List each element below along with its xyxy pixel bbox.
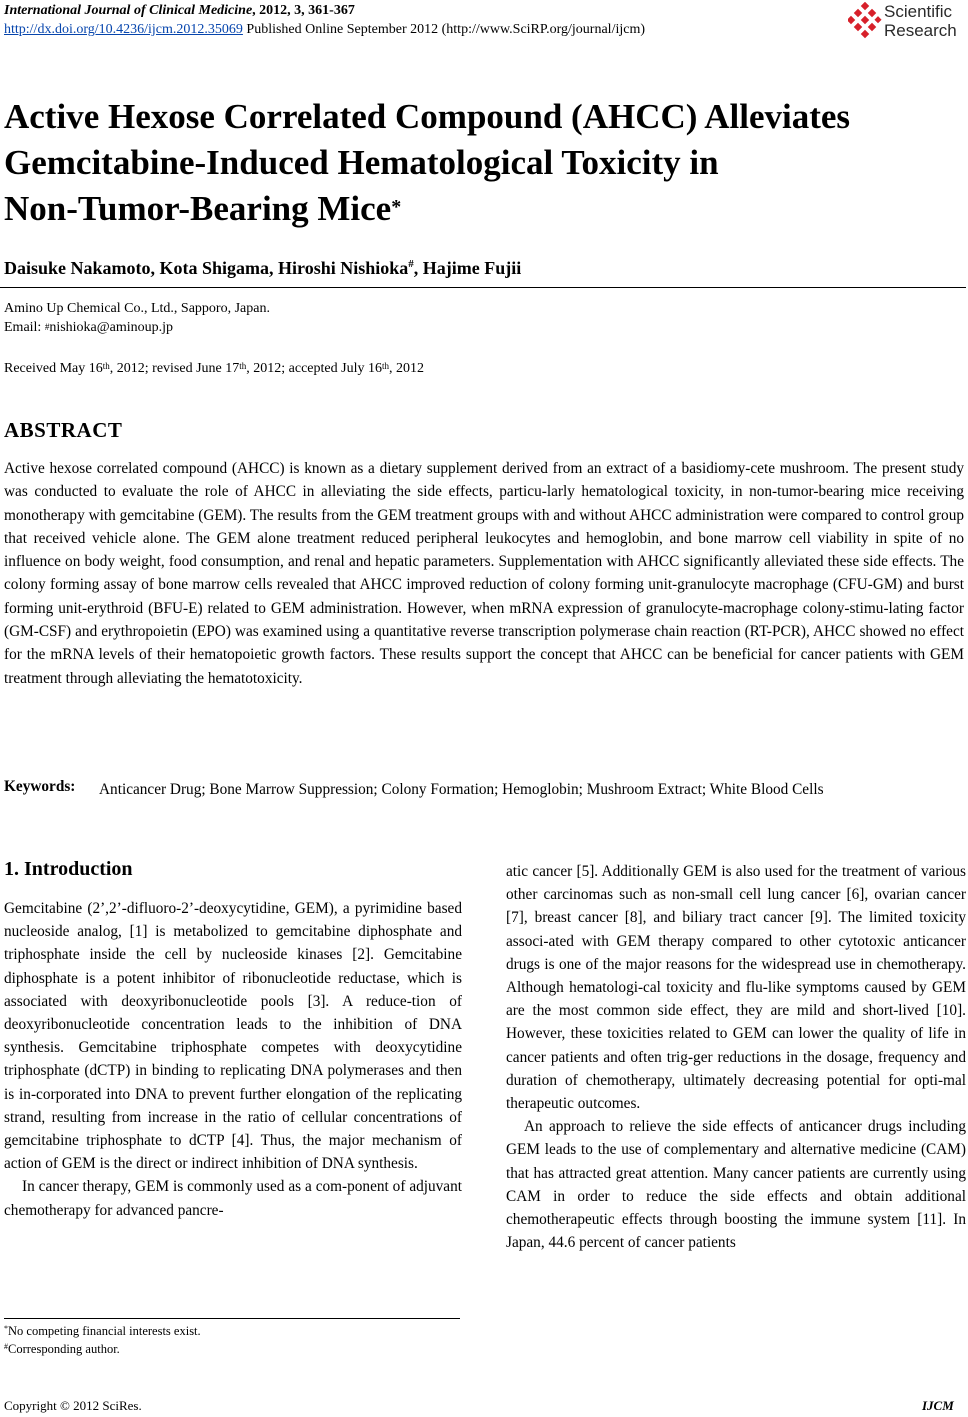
doi-link[interactable]: http://dx.doi.org/10.4236/ijcm.2012.35069 — [4, 22, 243, 37]
body-column-left — [4, 897, 462, 1222]
footnote-mark: # — [4, 1342, 8, 1351]
logo-line-1: Scientific — [884, 2, 953, 21]
email-address: nishioka@aminoup.jp — [49, 320, 174, 335]
corresponding-mark: # — [408, 258, 414, 270]
paragraph: Gemcitabine (2’,2’-difluoro-2’-deoxycytidine, GEM), a pyrimidine based nucleoside analog, [1] is metabolized to gemcitabine diphosphate and triphosphate inside the cell by nucleoside kinases [2]. Gemcitabine diphosphate is a potent inhibitor of ribonucleotide reductase, which is associated with deoxyribonucleotide pools [3]. A reduce-tion of deoxyribonucleotide concentration leads to the inhibition of DNA synthesis. Gemcitabine triphosphate competes with deoxycytidine triphosphate (dCTP) in binding to replicating DNA polymerases and then is in-corporated into DNA to prevent further elongation of the replicating strand, resulting from increase in the ratio of cellular concentrations of gemcitabine triphosphate to dCTP [4]. Thus, the major mechanism of action of GEM is the direct or indirect inhibition of DNA synthesis. — [4, 900, 462, 1173]
authors-part-1: Daisuke Nakamoto, Kota Shigama, Hiroshi Nishioka — [4, 258, 409, 278]
body-column-right — [506, 860, 966, 1254]
ordinal-suffix: th — [381, 361, 389, 371]
title-line-2: Gemcitabine-Induced Hematological Toxicity in — [4, 143, 719, 182]
ordinal-suffix: th — [102, 361, 110, 371]
affiliation — [4, 299, 270, 337]
affiliation-org: Amino Up Chemical Co., Ltd., Sapporo, Japan. — [4, 301, 270, 316]
paragraph: In cancer therapy, GEM is commonly used as a com-ponent of adjuvant chemotherapy for advanced pancre- — [4, 1178, 462, 1219]
keywords-text: Anticancer Drug; Bone Marrow Suppression; Colony Formation; Hemoglobin; Mushroom Extract; White Blood Cells — [99, 781, 824, 798]
footnote-corresponding — [4, 1342, 120, 1357]
ordinal-suffix: th — [239, 361, 247, 371]
affiliation-email — [4, 318, 270, 337]
authors-part-2: , Hajime Fujii — [413, 258, 522, 278]
section-heading-introduction: 1. Introduction — [4, 858, 133, 880]
paragraph: atic cancer [5]. Additionally GEM is also used for the treatment of various other carcinomas such as non-small cell lung cancer [6], ovarian cancer [7], breast cancer [8], and biliary tract cancer [9]. The limited toxicity associ-ated with GEM therapy compared to other cytotoxic anticancer drugs is one of the major reasons for the widespread use in chemotherapy. Although hematologi-cal toxicity and flu-like symptoms caused by GEM are the most common side effect, they are mild and short-lived [10]. However, these toxicities related to GEM can lower the quality of life in cancer patients and often trig-ger reductions in the dosage, frequency and duration of chemotherapy, ultimately decreasing potential for opti-mal therapeutic outcomes. — [506, 863, 966, 1113]
publisher-logo-text — [884, 2, 957, 40]
article-title — [4, 94, 964, 232]
footnote-mark: * — [4, 1324, 8, 1333]
keywords-label: Keywords: — [4, 778, 76, 795]
title-line-1: Active Hexose Correlated Compound (AHCC) Alleviates — [4, 97, 851, 136]
footnote-text: Corresponding author. — [8, 1342, 120, 1356]
published-online: Published Online September 2012 (http://www.SciRP.org/journal/ijcm) — [242, 22, 646, 37]
footnote-text: No competing financial interests exist. — [8, 1324, 201, 1338]
received-date: Received May 16 — [4, 361, 103, 376]
title-footnote-mark: * — [391, 196, 402, 218]
publisher-logo-icon — [848, 2, 882, 40]
author-divider — [0, 287, 966, 288]
received-dates — [4, 361, 424, 377]
journal-volume: , 2012, 3, 361-367 — [252, 3, 355, 18]
accepted-date: , 2012; accepted July 16 — [246, 361, 382, 376]
revised-date: , 2012; revised June 17 — [109, 361, 240, 376]
abstract-heading: ABSTRACT — [4, 418, 123, 442]
paragraph: An approach to relieve the side effects of anticancer drugs including GEM leads to the use of complementary and alternative medicine (CAM) that has attracted great attention. Many cancer patients are currently using CAM in order to reduce the side effects and obtain additional chemotherapeutic effects through boosting the immune system [11]. In Japan, 44.6 percent of cancer patients — [506, 1118, 966, 1252]
author-list — [4, 258, 521, 279]
journal-name: International Journal of Clinical Medicine — [4, 3, 253, 18]
doi-line — [4, 22, 645, 38]
year: , 2012 — [388, 361, 424, 376]
footnote-divider — [4, 1318, 460, 1319]
title-line-3 — [4, 186, 964, 232]
email-label: Email: — [4, 320, 45, 335]
title-line-3-text: Non-Tumor-Bearing Mice — [4, 189, 392, 228]
footnote-competing-interests — [4, 1324, 201, 1339]
email-mark: # — [44, 322, 50, 332]
publisher-logo — [848, 2, 966, 42]
journal-abbreviation: IJCM — [922, 1398, 954, 1413]
journal-citation — [4, 3, 355, 19]
logo-line-2: Research — [884, 21, 957, 40]
copyright: Copyright © 2012 SciRes. — [4, 1398, 142, 1413]
abstract-text: Active hexose correlated compound (AHCC) is known as a dietary supplement derived from an extract of a basidiomy-cete mushroom. The present study was conducted to evaluate the role of AHCC in alleviating the side effects, particu-larly hematological toxicity, in non-tumor-bearing mice receiving monotherapy with gemcitabine (GEM). The results from the GEM treatment groups with and without AHCC administration were compared to control group that received vehicle alone. The GEM alone treatment reduced peripheral leukocytes and hemoglobin, and bone marrow cell viability in spite of no influence on body weight, food consumption, and renal and hepatic parameters. Supplementation with AHCC significantly alleviated these side effects. The colony forming assay of bone marrow cells revealed that AHCC improved reduction of colony forming unit-granulocyte macrophage (CFU-GM) and burst forming unit-erythroid (BFU-E) related to GEM administration. However, when mRNA expression of granulocyte-macrophage colony-stimu-lating factor (GM-CSF) and erythropoietin (EPO) was examined using a quantitative reverse transcription polymerase chain reaction (RT-PCR), AHCC showed no effect for the mRNA levels of their hematopoietic growth factors. These results support the concept that AHCC can be beneficial for cancer patients with GEM treatment through alleviating the hematotoxicity. — [4, 460, 964, 687]
